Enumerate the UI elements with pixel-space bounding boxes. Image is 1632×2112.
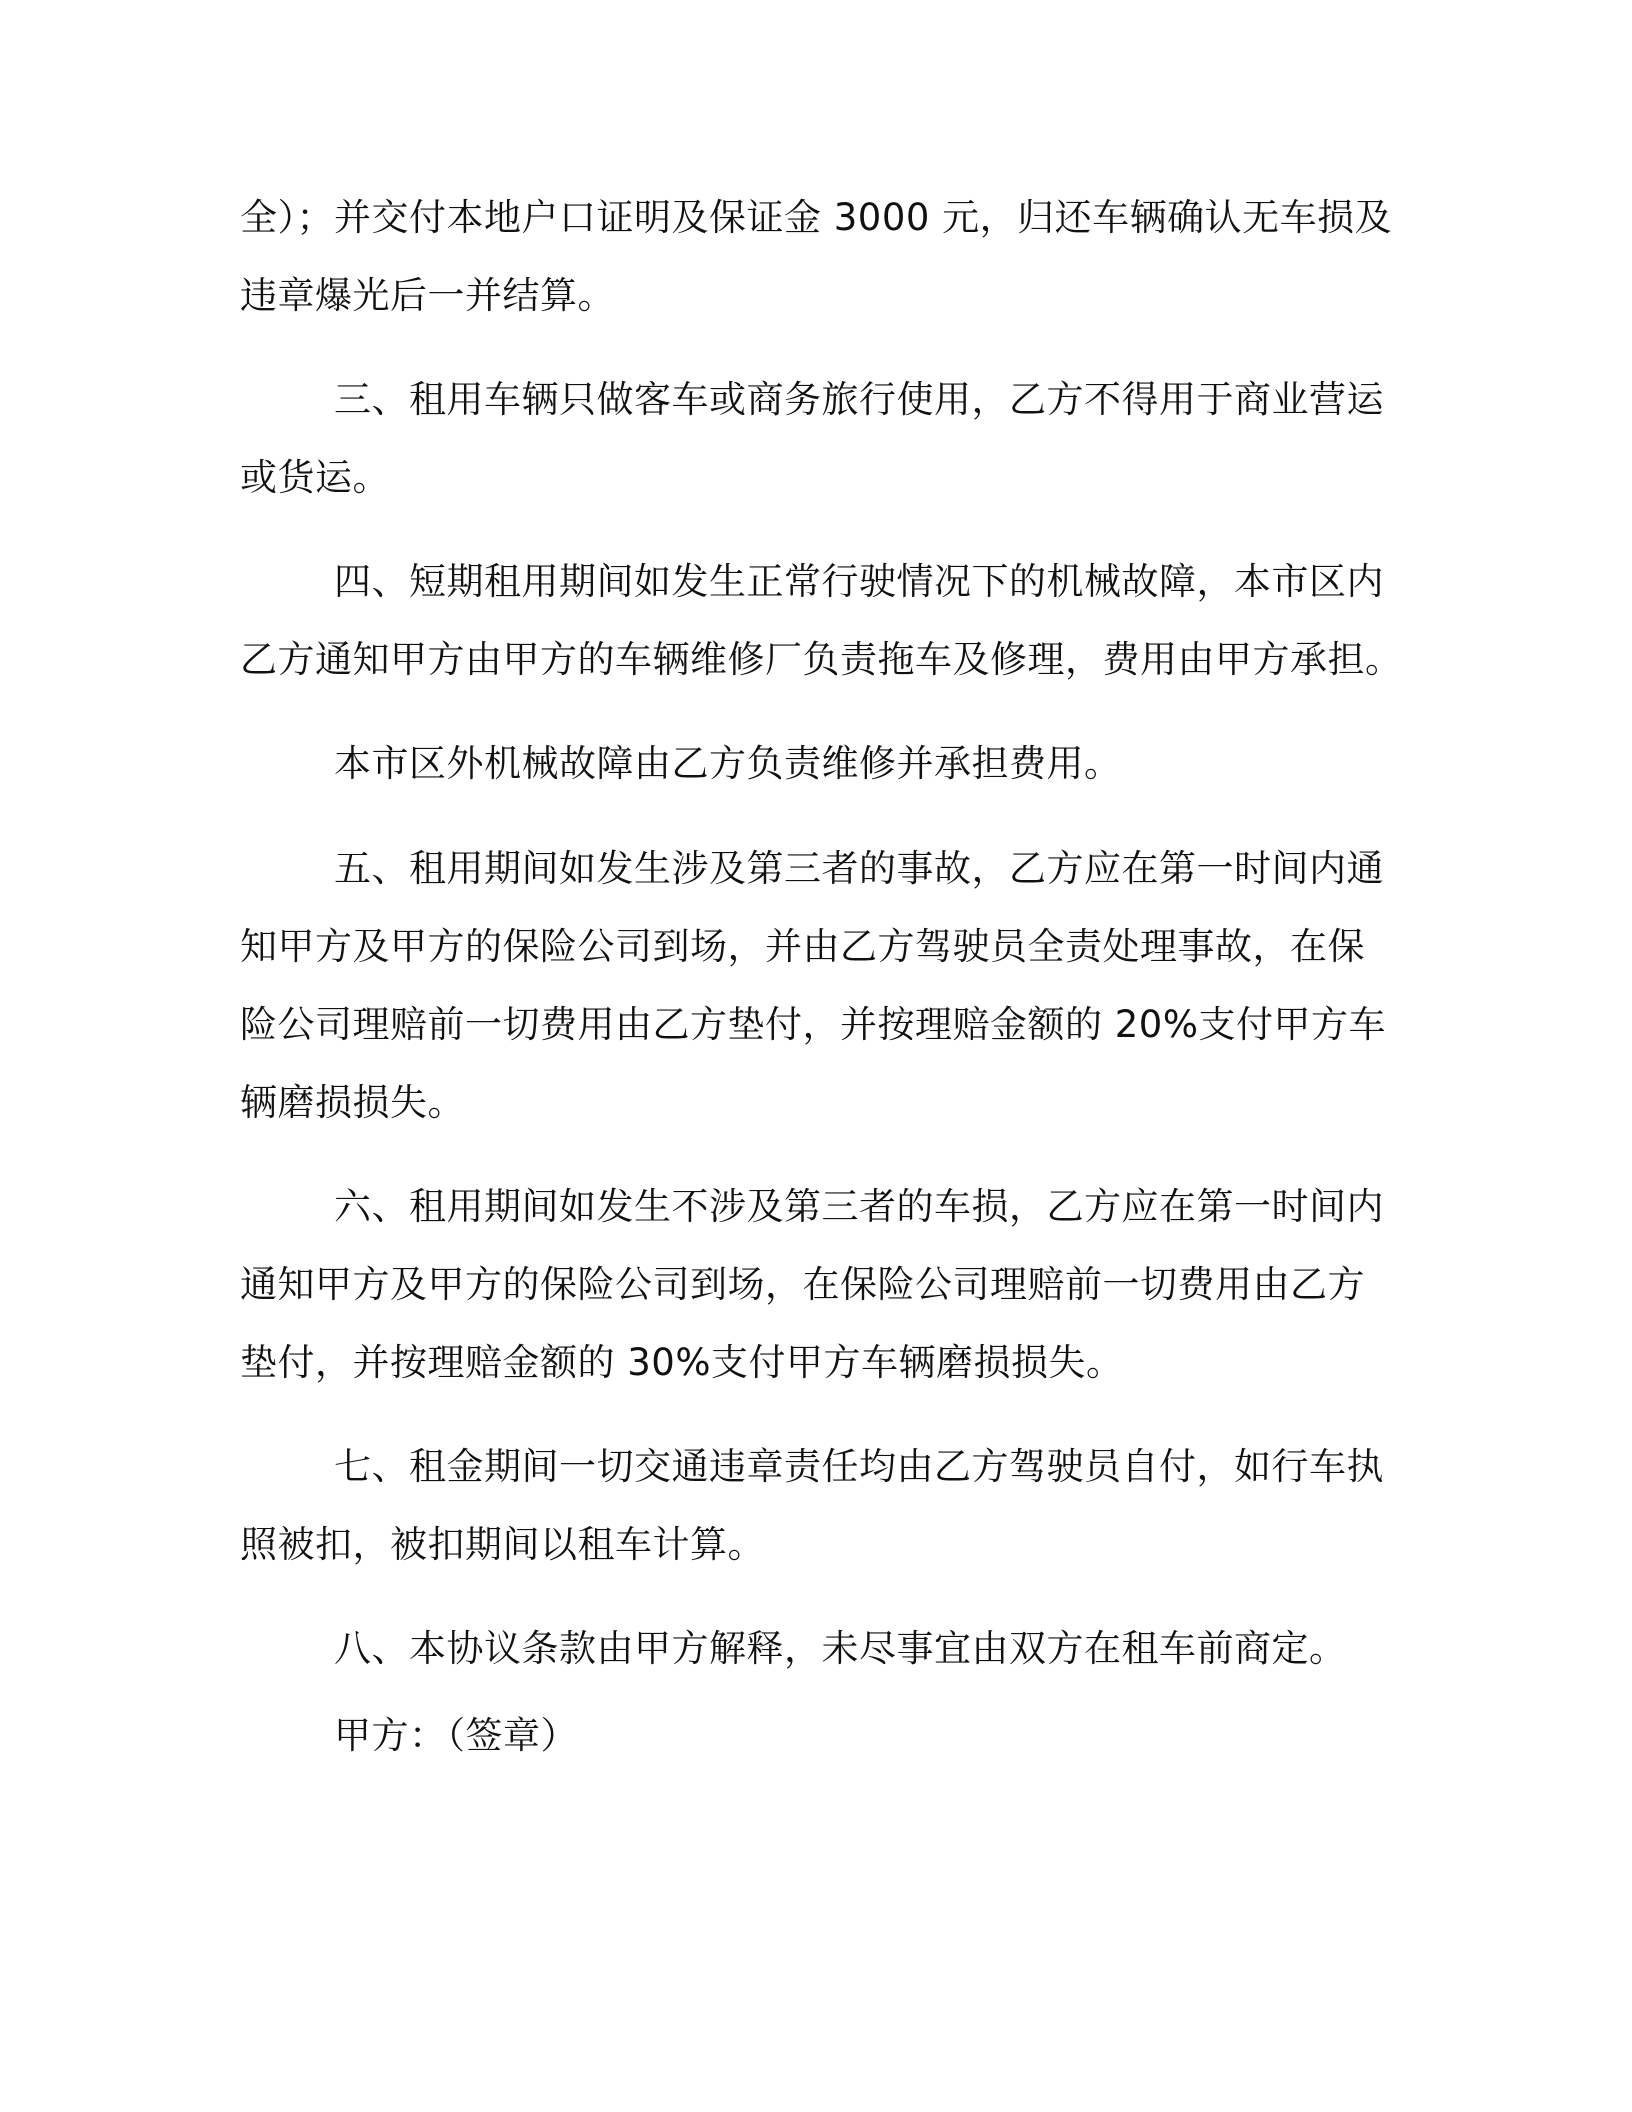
paragraph-line: 垫付，并按理赔金额的 30%支付甲方车辆磨损损失。 xyxy=(240,1341,1124,1384)
party-a-signature: 甲方：（签章） xyxy=(334,1714,578,1757)
paragraph-line: 辆磨损损失。 xyxy=(240,1081,465,1124)
clause-three: 三、租用车辆只做客车或商务旅行使用，乙方不得用于商业营运 xyxy=(334,378,1384,421)
clause-seven: 七、租金期间一切交通违章责任均由乙方驾驶员自付，如行车执 xyxy=(334,1445,1384,1488)
clause-eight: 八、本协议条款由甲方解释，未尽事宜由双方在租车前商定。 xyxy=(334,1627,1347,1670)
paragraph-line: 知甲方及甲方的保险公司到场，并由乙方驾驶员全责处理事故，在保 xyxy=(240,925,1365,968)
clause-six: 六、租用期间如发生不涉及第三者的车损，乙方应在第一时间内 xyxy=(334,1185,1384,1228)
clause-four: 四、短期租用期间如发生正常行驶情况下的机械故障，本市区内 xyxy=(334,560,1384,603)
paragraph-line: 违章爆光后一并结算。 xyxy=(240,274,615,317)
paragraph-line: 全）；并交付本地户口证明及保证金 3000 元，归还车辆确认无车损及 xyxy=(240,196,1393,239)
paragraph-line: 本市区外机械故障由乙方负责维修并承担费用。 xyxy=(334,742,1122,785)
clause-five: 五、租用期间如发生涉及第三者的事故，乙方应在第一时间内通 xyxy=(334,847,1384,890)
paragraph-line: 或货运。 xyxy=(240,456,390,499)
paragraph-line: 险公司理赔前一切费用由乙方垫付，并按理赔金额的 20%支付甲方车 xyxy=(240,1003,1386,1046)
paragraph-line: 照被扣，被扣期间以租车计算。 xyxy=(240,1523,765,1566)
paragraph-line: 通知甲方及甲方的保险公司到场，在保险公司理赔前一切费用由乙方 xyxy=(240,1263,1365,1306)
paragraph-line: 乙方通知甲方由甲方的车辆维修厂负责拖车及修理，费用由甲方承担。 xyxy=(240,638,1403,681)
